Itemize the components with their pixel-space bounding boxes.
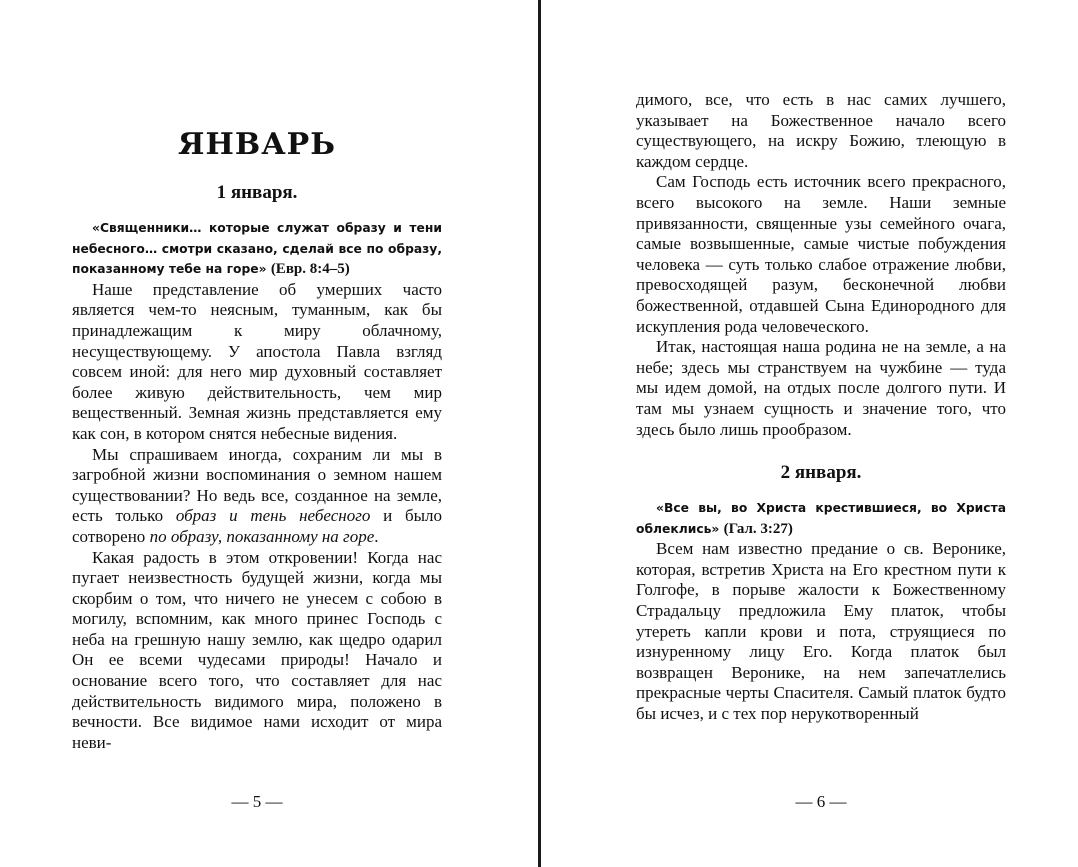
chapter-title: ЯНВАРЬ [178,127,336,162]
page-number: — 6 — [795,792,847,811]
paragraph: Какая радость в этом откровении! Когда нас пугает неизвестность будущей жизни, когда мы скорбим о том, что ничего не унесем с собою в могилу, вспомним, как много принес Господь с неба на грешную нашу землю, как щедро одарил Он ее всеми чудесами природы! Начало и основание всего того, что составляет для нас действительность видимого мира, положено в вечности. Все видимое нами исходит от мира неви- [72,547,442,752]
paragraph-emphasis: по образу, показанному на горе [149,526,375,546]
epigraph-1-ref: (Евр. 8:4–5) [270,261,350,278]
epigraph-1-text: «Священники… которые служат образу и тени небесного… смотри сказано, сделай все по образу, показанному тебе на горе» [72,221,442,277]
paragraph: Всем нам известно предание о св. Веронике, которая, встретив Христа на Его крестном пути к Голгофе, в порыве жалости к Божественному Страдальцу предложила Ему платок, чтобы утереть капли крови и пота, струящиеся по изнуренному лицу Его. Когда платок был возвращен Веронике, на нем запечатлелись прекрасные черты Спасителя. Самый платок будто бы исчез, и с тех пор нерукотворенный [636,539,1006,724]
page-number: — 5 — [231,792,283,811]
epigraph-2 [636,498,1006,539]
day-heading-1: 1 января. [216,182,298,203]
day-heading-2: 2 января. [780,462,862,484]
right-text-column [636,90,1006,725]
paragraph: Сам Господь есть источник всего прекрасного, всего высокого на земле. Наши земные привязанности, священные узы семейного очага, самые возвышенные, самые чистые побуждения человека — суть только слабое отражение любви, превосходящей разум, бесконечной любви божественной, отдавшей Сына Единородного для искупления рода человеческого. [636,172,1006,336]
left-text-column [72,120,442,753]
paragraph [72,445,442,548]
left-page [0,0,538,867]
paragraph-text: Мы спрашиваем иногда, сохраним ли мы в загробной жизни воспоминания о земном нашем существовании? Но ведь все, созданное на земле, есть только [72,444,442,526]
epigraph-2-text: «Все вы, во Христа крестившиеся, во Христа облеклись» [636,501,1006,536]
paragraph-emphasis: образ и тень небесного [175,506,371,526]
paragraph: димого, все, что есть в нас самих лучшего, указывает на Божественное начало всего существующего, на искру Божию, тлеющую в каждом сердце. [636,90,1006,171]
paragraph: Наше представление об умерших часто является чем-то неясным, туманным, как бы принадлежащим к миру облачному, несуществующему. У апостола Павла взгляд совсем иной: для него мир духовный составляет более живую действительность, чем мир вещественный. Земная жизнь представляется ему как сон, в котором снятся небесные видения. [72,279,442,443]
paragraph: Итак, настоящая наша родина не на земле, а на небе; здесь мы странствуем на чужбине — туда мы идем домой, на отдых после долгого пути. И там мы узнаем сущность и значение того, что здесь было лишь прообразом. [636,337,1006,439]
paragraph-text: и было сотворено [72,506,443,546]
epigraph-2-ref: (Гал. 3:27) [723,520,793,537]
section-spacer [636,440,1006,462]
paragraph-text: . [374,526,379,546]
epigraph-1 [72,218,442,280]
right-page [541,0,1078,867]
